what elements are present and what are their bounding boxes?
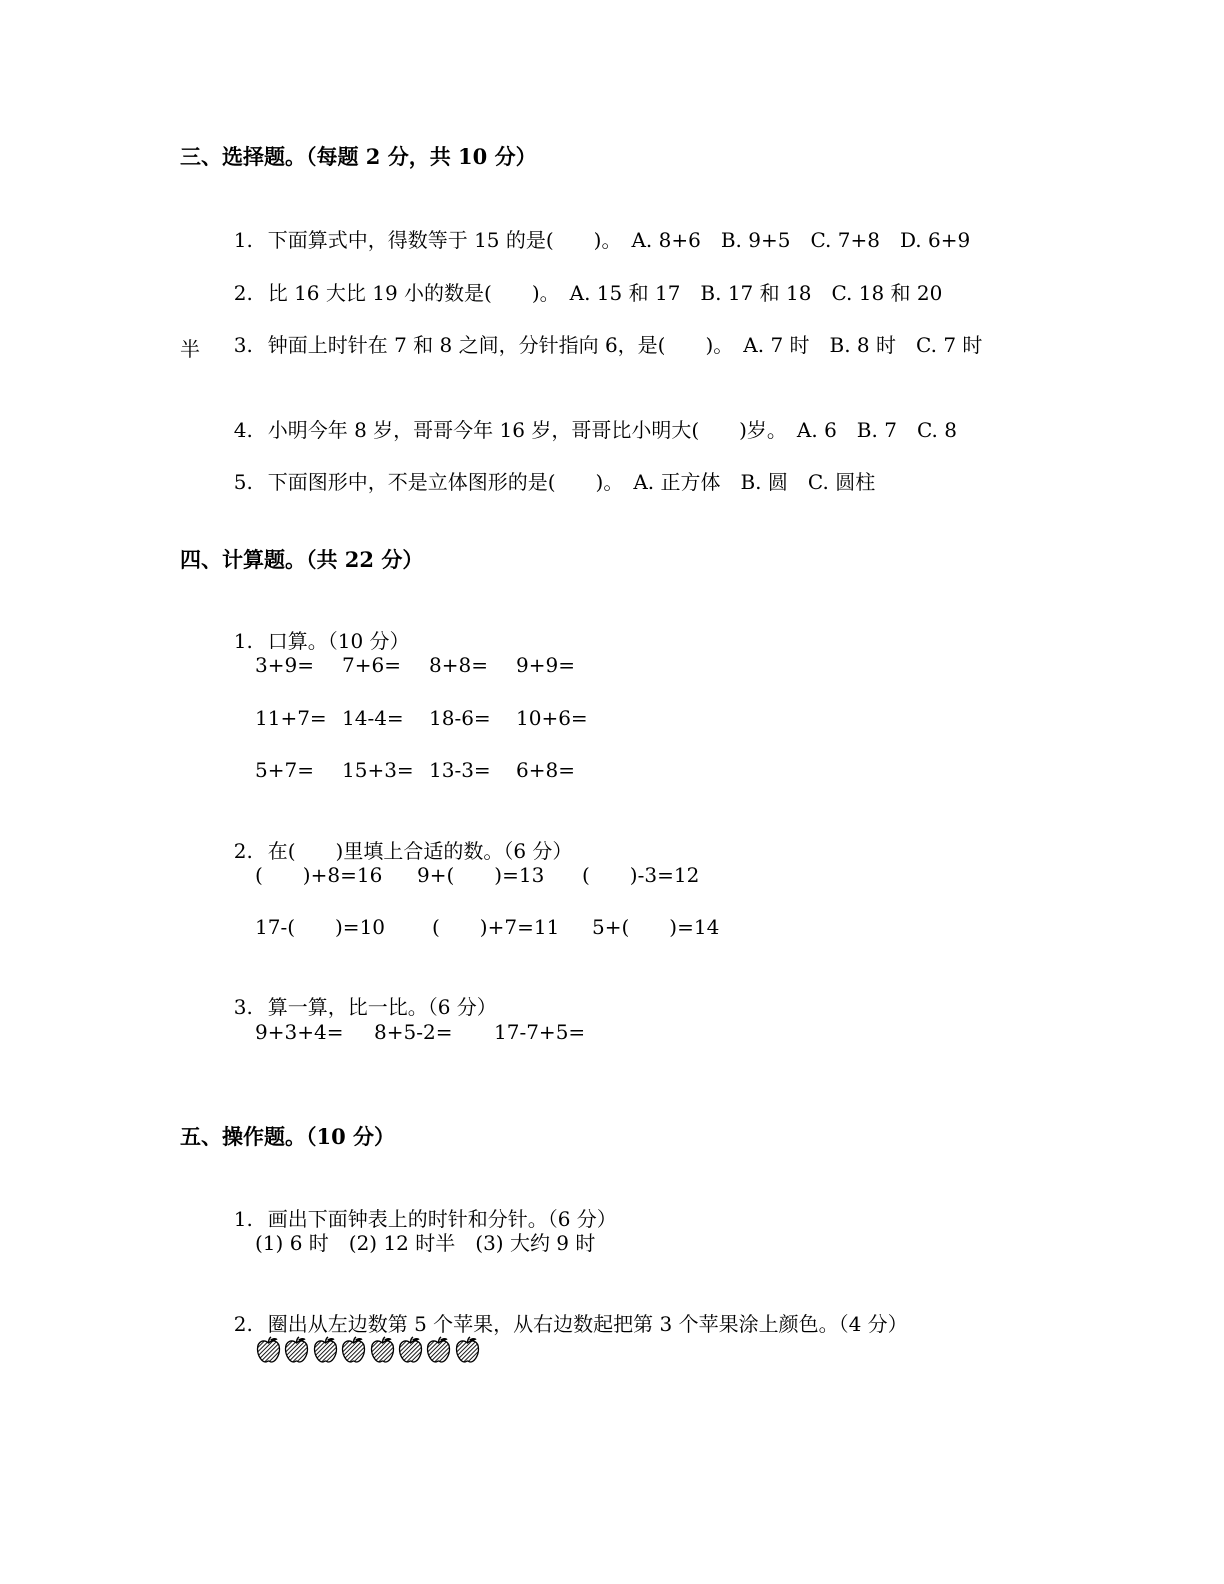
question-text: 下面算式中，得数等于 15 的是( )。 A. 8+6 B. 9+5 C. 7+8 D. 6+9 [267,228,971,252]
operation-number: 2. [233,1312,253,1336]
oral-item: 11+7= [255,706,327,730]
problem-text: 算一算，比一比。（6 分） [267,995,497,1019]
oral-item: 13-3= [429,758,491,782]
oral-item: 10+6= [516,706,588,730]
question-number: 3. [233,333,253,357]
operation-1 [221,1177,617,1233]
question-3 [221,303,982,359]
oral-item: 9+9= [516,653,575,677]
oral-item: 3+9= [255,653,314,677]
compare-row [255,1018,586,1130]
oral-item: 6+8= [516,758,575,782]
problem-text: 在( )里填上合适的数。（6 分） [267,839,573,863]
oral-item: 8+8= [429,653,488,677]
question-text: 比 16 大比 19 小的数是( )。 A. 15 和 17 B. 17 和 18 C. 18 和 20 [267,281,943,305]
apple-icon[interactable] [426,1336,451,1363]
question-3-wrap: 半 [180,337,200,361]
problem-2 [221,809,572,865]
oral-item: 15+3= [342,758,414,782]
fill-item: ( )-3=12 [582,863,700,887]
apple-icon[interactable] [313,1336,338,1363]
operation-text: 画出下面钟表上的时针和分针。（6 分） [267,1207,617,1231]
oral-item: 18-6= [429,706,491,730]
apple-icon[interactable] [370,1336,395,1363]
question-4 [221,388,957,444]
question-5 [221,440,875,496]
question-number: 1. [233,228,253,252]
fill-item: 9+( )=13 [417,863,545,887]
problem-number: 2. [233,839,253,863]
clock-tasks: (1) 6 时 (2) 12 时半 (3) 大约 9 时 [255,1231,596,1255]
compare-item: 8+5-2= [374,1020,453,1044]
apple-icon[interactable] [398,1336,423,1363]
fill-item: ( )+7=11 [432,915,560,939]
apple-icon[interactable] [455,1336,480,1363]
apple-icon[interactable] [341,1336,366,1363]
operation-text: 圈出从左边数第 5 个苹果，从右边数起把第 3 个苹果涂上颜色。（4 分） [267,1312,908,1336]
problem-3 [221,965,497,1021]
apple-icon[interactable] [256,1336,281,1363]
section-5-title: 五、操作题。（10 分） [180,1124,396,1149]
fill-item: 5+( )=14 [592,915,720,939]
compare-item: 9+3+4= [255,1020,344,1044]
question-number: 2. [233,281,253,305]
operation-2 [221,1282,908,1338]
question-text: 钟面上时针在 7 和 8 之间，分针指向 6，是( )。 A. 7 时 B. 8 时 C. 7 时 [267,333,983,357]
question-number: 4. [233,418,253,442]
fill-item: ( )+8=16 [255,863,383,887]
question-text: 小明今年 8 岁，哥哥今年 16 岁，哥哥比小明大( )岁。 A. 6 B. 7 C. 8 [267,418,957,442]
question-number: 5. [233,470,253,494]
oral-item: 7+6= [342,653,401,677]
section-3-title: 三、选择题。（每题 2 分，共 10 分） [180,144,537,169]
problem-text: 口算。（10 分） [267,629,410,653]
question-1 [221,198,970,254]
apple-icon[interactable] [284,1336,309,1363]
section-4-title: 四、计算题。（共 22 分） [180,547,424,572]
compare-item: 17-7+5= [494,1020,586,1044]
question-2 [221,251,942,307]
problem-number: 1. [233,629,253,653]
question-text: 下面图形中，不是立体图形的是( )。 A. 正方体 B. 圆 C. 圆柱 [267,470,876,494]
problem-number: 3. [233,995,253,1019]
fill-item: 17-( )=10 [255,915,386,939]
operation-number: 1. [233,1207,253,1231]
oral-item: 5+7= [255,758,314,782]
problem-1 [221,599,410,655]
oral-item: 14-4= [342,706,404,730]
